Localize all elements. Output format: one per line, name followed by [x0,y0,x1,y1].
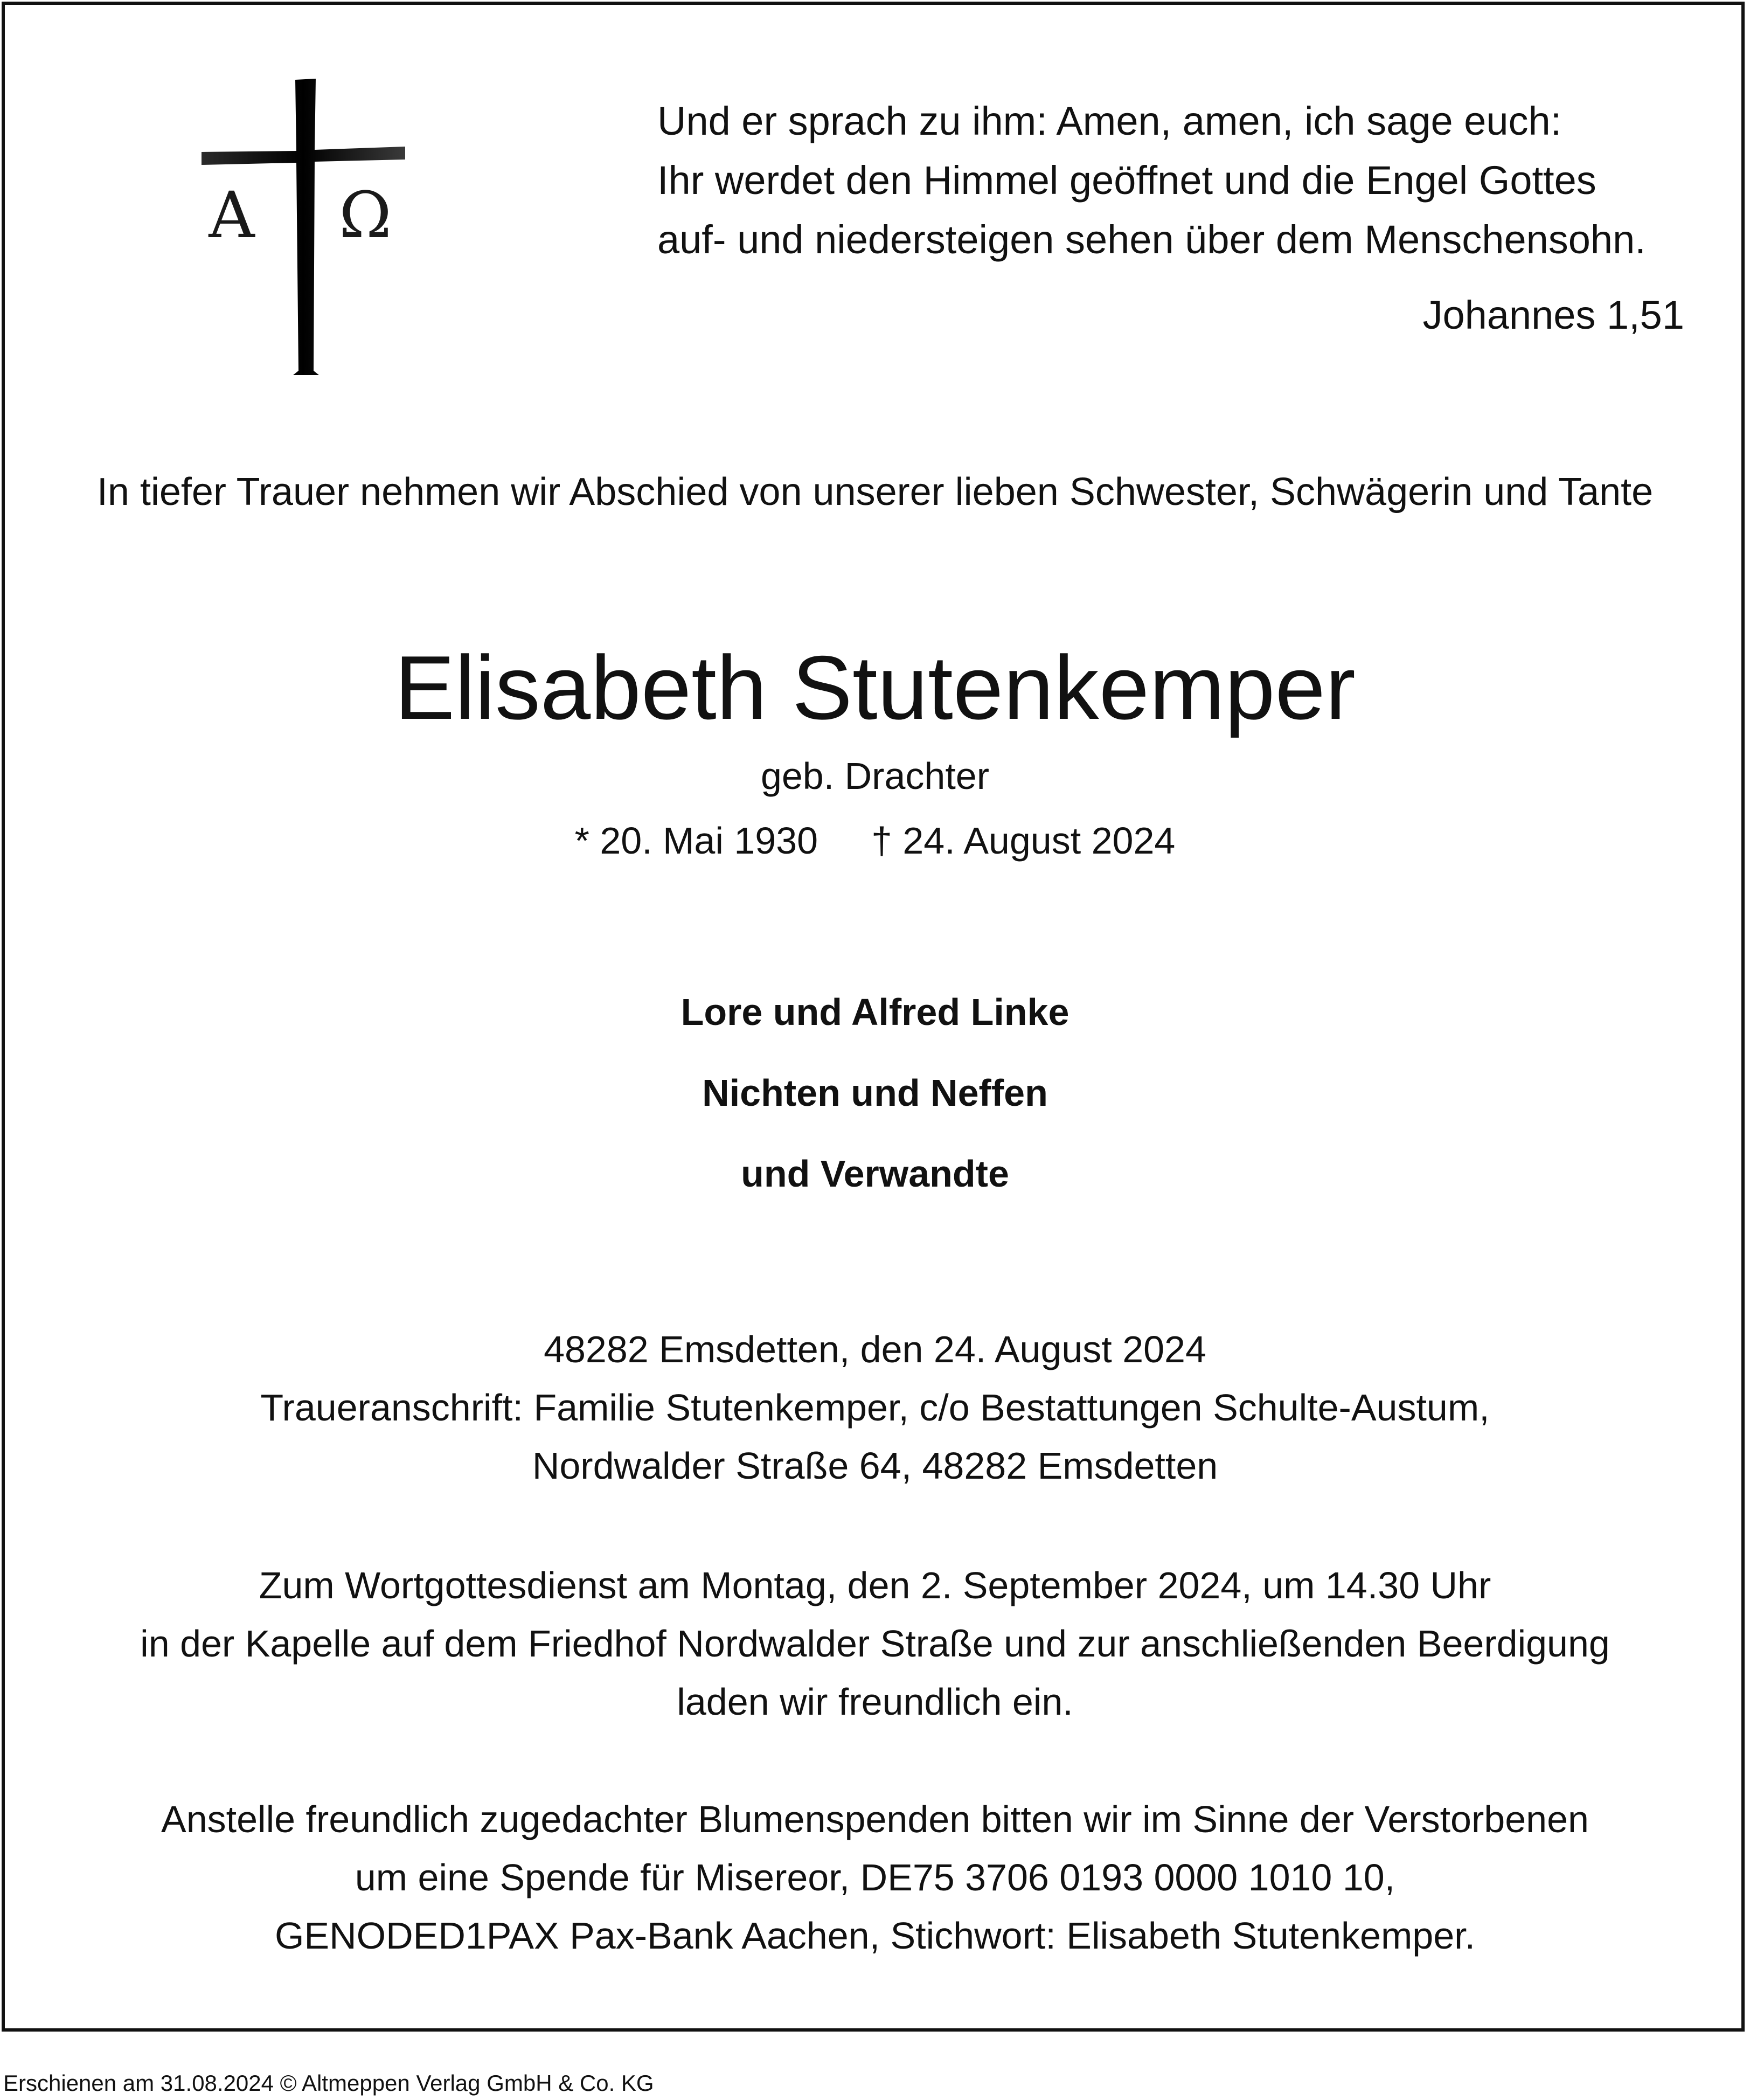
birth-date: * 20. Mai 1930 [574,820,818,862]
service-line: laden wir freundlich ein. [677,1681,1073,1723]
family-line: und Verwandte [741,1153,1009,1195]
omega-glyph: Ω [339,178,392,252]
verse-line: Und er sprach zu ihm: Amen, amen, ich sage euch: [657,99,1562,143]
family-line: Lore und Alfred Linke [680,991,1070,1033]
mourning-address-line: Traueranschrift: Familie Stutenkemper, c/o Bestattungen Schulte-Austum, [260,1387,1490,1429]
family-line: Nichten und Neffen [702,1072,1048,1114]
cross-alpha-omega-icon [194,75,420,383]
alpha-glyph: Α [209,178,255,252]
donation-line: um eine Spende für Misereor, DE75 3706 0193 0000 1010 10, [355,1856,1395,1898]
place-date-line: 48282 Emsdetten, den 24. August 2024 [544,1328,1206,1370]
donation-line: Anstelle freundlich zugedachter Blumenspenden bitten wir im Sinne der Verstorbenen [161,1798,1589,1840]
service-line: in der Kapelle auf dem Friedhof Nordwalder Straße und zur anschließenden Beerdigung [140,1623,1610,1665]
birth-name: geb. Drachter [760,755,990,797]
verse-line: auf- und niedersteigen sehen über dem Menschensohn. [657,217,1646,262]
intro-text: In tiefer Trauer nehmen wir Abschied von unserer lieben Schwester, Schwägerin und Tante [96,470,1654,514]
service-line: Zum Wortgottesdienst am Montag, den 2. September 2024, um 14.30 Uhr [259,1564,1491,1606]
donation-line: GENODED1PAX Pax-Bank Aachen, Stichwort: Elisabeth Stutenkemper. [274,1915,1476,1957]
life-dates [0,819,1750,862]
death-date: † 24. August 2024 [871,820,1176,862]
deceased-name: Elisabeth Stutenkemper [394,637,1356,738]
place-date-block [0,1320,1750,1495]
verse-reference: Johannes 1,51 [1422,293,1684,337]
bible-verse [657,92,1681,269]
mourning-address-line: Nordwalder Straße 64, 48282 Emsdetten [532,1445,1218,1487]
service-block [0,1556,1750,1731]
donation-block [0,1790,1750,1965]
verse-line: Ihr werdet den Himmel geöffnet und die Engel Gottes [657,158,1596,203]
publication-footer: Erschienen am 31.08.2024 © Altmeppen Verlag GmbH & Co. KG [3,2070,654,2096]
